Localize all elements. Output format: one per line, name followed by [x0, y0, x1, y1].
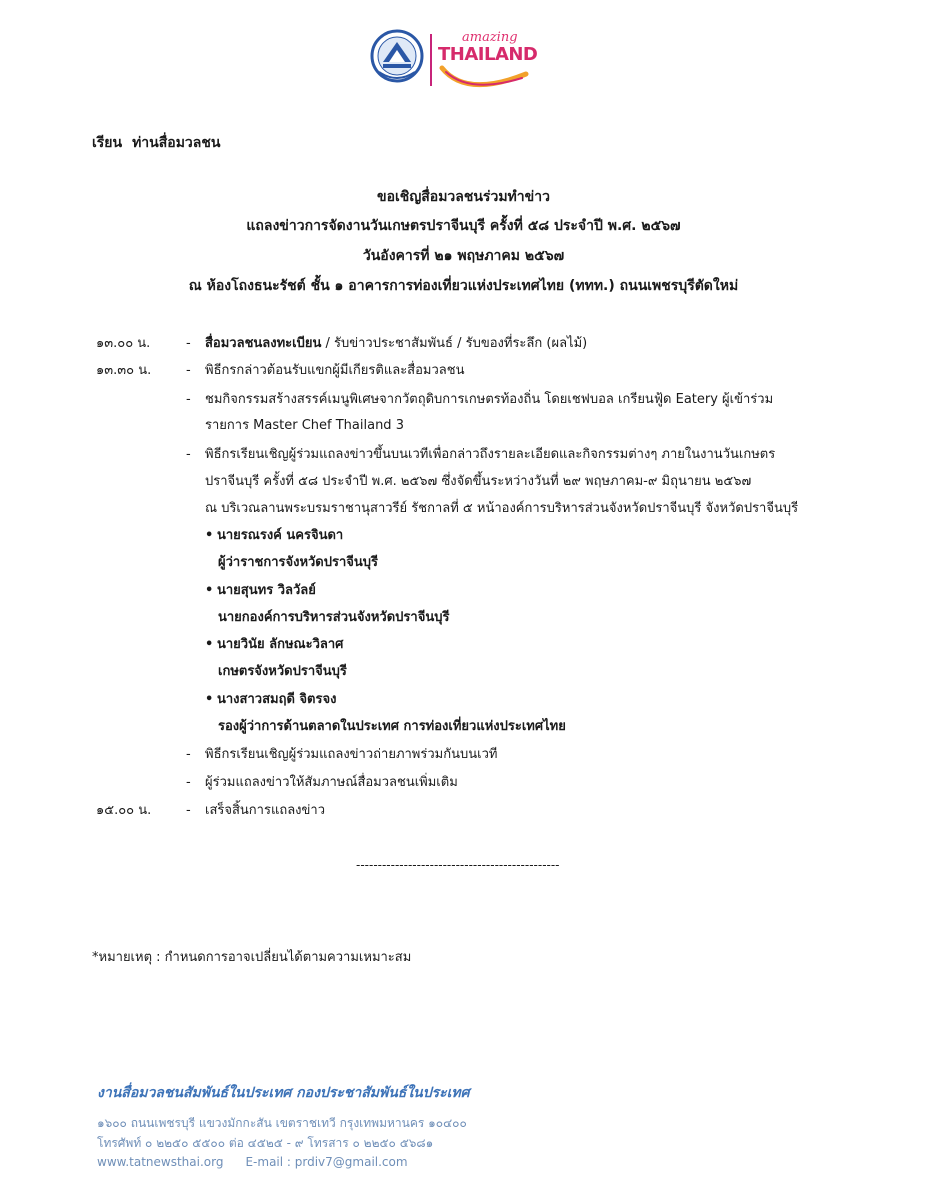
logo-divider [430, 34, 432, 86]
speaker-name-text: นายสุนทร วิลวัลย์ [217, 583, 316, 598]
speaker-name [205, 522, 343, 549]
speaker-name-text: นายวินัย ลักษณะวิลาศ [217, 637, 344, 652]
section-separator: ----------------------------------------------- [356, 858, 560, 872]
recipient-value: ท่านสื่อมวลชน [132, 135, 221, 151]
speaker-name [205, 686, 336, 713]
agenda-text: รายการ Master Chef Thailand 3 [205, 418, 404, 433]
agenda-text: เสร็จสิ้นการแถลงข่าว [205, 803, 326, 818]
agenda-text-bold: สื่อมวลชนลงทะเบียน [205, 336, 322, 351]
agenda-text: พิธีกรเรียนเชิญผู้ร่วมแถลงข่าวถ่ายภาพร่วมกันบนเวที [205, 747, 498, 762]
speaker-role: รองผู้ว่าการด้านตลาดในประเทศ การท่องเที่ยวแห่งประเทศไทย [218, 719, 566, 734]
agenda-dash: - [186, 447, 191, 462]
recipient-line [92, 132, 220, 154]
agenda-text-rest: / รับข่าวประชาสัมพันธ์ / รับของที่ระลึก (ผลไม้) [321, 336, 588, 351]
agenda-text: พิธีกรกล่าวต้อนรับแขกผู้มีเกียรติและสื่อมวลชน [205, 363, 465, 378]
heading-venue: ณ ห้องโถงธนะรัชต์ ชั้น ๑ อาคารการท่องเที่ยวแห่งประเทศไทย (ททท.) ถนนเพชรบุรีตัดใหม่ [188, 278, 739, 294]
heading-event: แถลงข่าวการจัดงานวันเกษตรปราจีนบุรี ครั้งที่ ๕๘ ประจำปี พ.ศ. ๒๕๖๗ [246, 218, 681, 234]
agenda-dash: - [186, 363, 191, 378]
agenda-dash: - [186, 747, 191, 762]
agenda-text [205, 330, 587, 357]
footer-phone: โทรศัพท์ ๐ ๒๒๕๐ ๕๕๐๐ ต่อ ๔๕๒๕ - ๙ โทรสาร ๐ ๒๒๕๐ ๕๖๘๑ [97, 1136, 434, 1150]
bullet-icon: • [205, 528, 214, 543]
heading-date: วันอังคารที่ ๒๑ พฤษภาคม ๒๕๖๗ [362, 248, 565, 264]
speaker-role: ผู้ว่าราชการจังหวัดปราจีนบุรี [218, 555, 379, 570]
agenda-time: ๑๓.๓๐ น. [96, 363, 152, 378]
footer-address: ๑๖๐๐ ถนนเพชรบุรี แขวงมักกะสัน เขตราชเทวี กรุงเทพมหานคร ๑๐๔๐๐ [97, 1116, 467, 1130]
remark-note: *หมายเหตุ : กำหนดการอาจเปลี่ยนได้ตามความเหมาะสม [92, 950, 412, 965]
logo-small-word: amazing [462, 30, 518, 45]
logo-big-word: THAILAND [438, 44, 538, 65]
bullet-icon: • [205, 637, 214, 652]
bullet-icon: • [205, 583, 214, 598]
footer-org: งานสื่อมวลชนสัมพันธ์ในประเทศ กองประชาสัมพันธ์ในประเทศ [97, 1085, 470, 1101]
speaker-role: เกษตรจังหวัดปราจีนบุรี [218, 664, 347, 679]
agenda-dash: - [186, 392, 191, 407]
speaker-name-text: นางสาวสมฤดี จิตรจง [217, 692, 337, 707]
agenda-text: ผู้ร่วมแถลงข่าวให้สัมภาษณ์สื่อมวลชนเพิ่มเติม [205, 775, 458, 790]
header-logo [0, 28, 927, 94]
bullet-icon: • [205, 692, 214, 707]
swoosh-icon [436, 64, 532, 94]
speaker-role: นายกองค์การบริหารส่วนจังหวัดปราจีนบุรี [218, 610, 450, 625]
speaker-name [205, 631, 343, 658]
footer-email-link[interactable]: E-mail : prdiv7@gmail.com [245, 1155, 408, 1169]
speaker-name [205, 577, 316, 604]
speaker-name-text: นายรณรงค์ นครจินดา [217, 528, 344, 543]
footer-website-link[interactable]: www.tatnewsthai.org [97, 1155, 224, 1169]
agenda-dash: - [186, 775, 191, 790]
recipient-label: เรียน [92, 135, 123, 151]
tat-seal-icon [369, 28, 425, 90]
agenda-text: ชมกิจกรรมสร้างสรรค์เมนูพิเศษจากวัตถุดิบการเกษตรท้องถิ่น โดยเชฟบอล เกรียนฟู้ด Eatery ผู้เข้าร่วม [205, 392, 774, 407]
agenda-dash: - [186, 336, 191, 351]
agenda-text: พิธีกรเรียนเชิญผู้ร่วมแถลงข่าวขึ้นบนเวทีเพื่อกล่าวถึงรายละเอียดและกิจกรรมต่างๆ ภายในงานวันเกษตร [205, 447, 776, 462]
agenda-time: ๑๓.๐๐ น. [96, 336, 151, 351]
footer-contact [97, 1155, 408, 1169]
agenda-text: ปราจีนบุรี ครั้งที่ ๕๘ ประจำปี พ.ศ. ๒๕๖๗ ซึ่งจัดขึ้นระหว่างวันที่ ๒๙ พฤษภาคม-๙ มิถุนายน ๒๕๖๗ [205, 474, 752, 489]
agenda-dash: - [186, 803, 191, 818]
agenda-time: ๑๕.๐๐ น. [96, 803, 152, 818]
heading-invitation: ขอเชิญสื่อมวลชนร่วมทำข่าว [377, 189, 550, 205]
agenda-text: ณ บริเวณลานพระบรมราชานุสาวรีย์ รัชกาลที่ ๕ หน้าองค์การบริหารส่วนจังหวัดปราจีนบุรี จังหวัดปราจีนบุรี [205, 501, 799, 516]
